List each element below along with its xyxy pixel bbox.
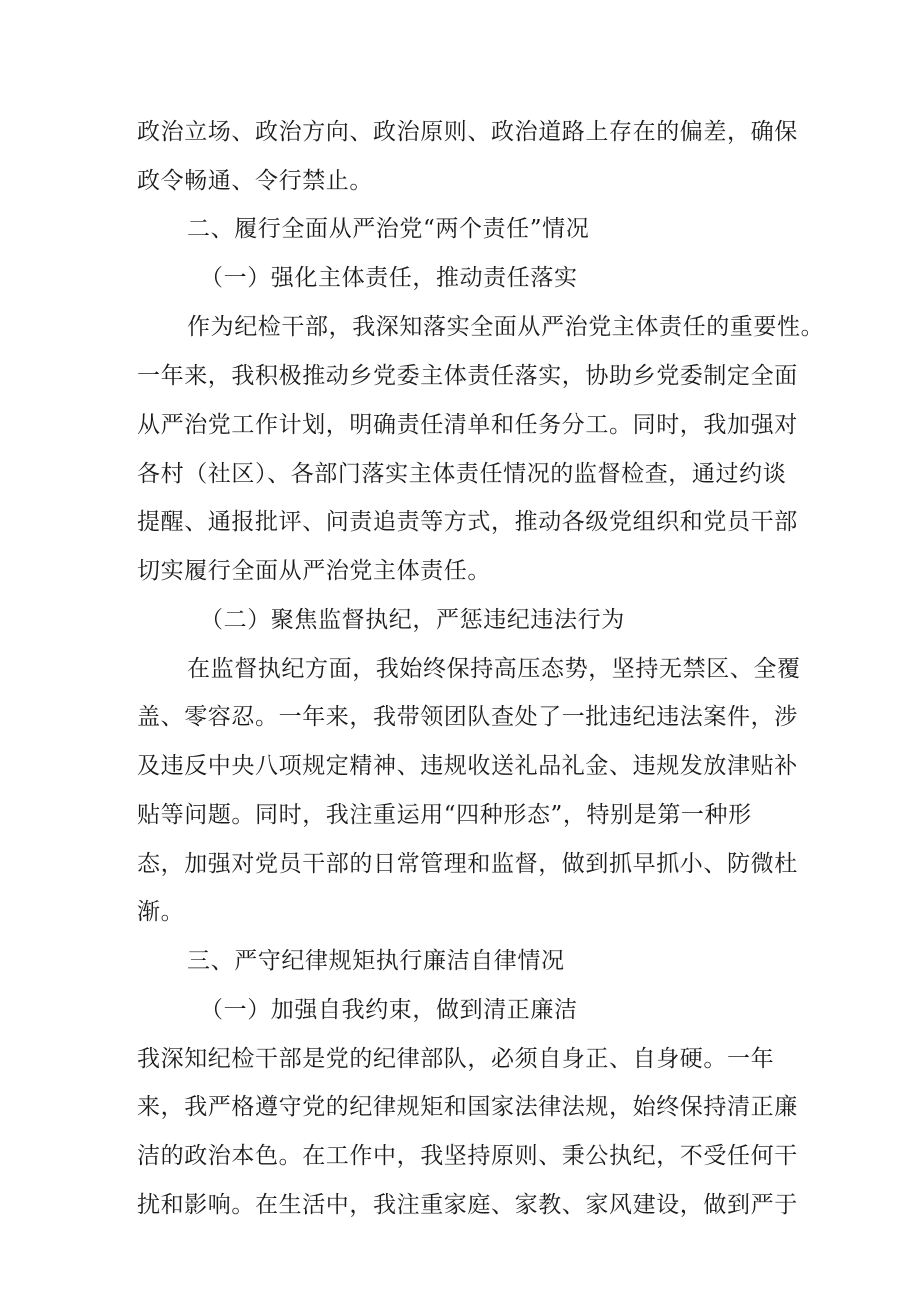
body-line: 贴等问题。同时，我注重运用“四种形态”，特别是第一种形 xyxy=(137,802,752,828)
body-line: 从严治党工作计划，明确责任清单和任务分工。同时，我加强对 xyxy=(137,412,798,438)
body-line: 政治立场、政治方向、政治原则、政治道路上存在的偏差，确保 xyxy=(137,119,798,145)
body-line: 及违反中央八项规定精神、违规收送礼品礼金、违规发放津贴补 xyxy=(137,753,798,779)
subsection-heading: （二）聚焦监督执纪，严惩违纪违法行为 xyxy=(200,607,625,633)
subsection-heading: （一）强化主体责任，推动责任落实 xyxy=(200,265,578,291)
body-line: 洁的政治本色。在工作中，我坚持原则、秉公执纪，不受任何干 xyxy=(137,1143,798,1169)
body-line: 扰和影响。在生活中，我注重家庭、家教、家风建设，做到严于 xyxy=(137,1192,798,1218)
body-line: 切实履行全面从严治党主体责任。 xyxy=(137,558,491,584)
body-line: 各村（社区）、各部门落实主体责任情况的监督检查，通过约谈 xyxy=(137,461,787,487)
body-line: 渐。 xyxy=(137,899,185,925)
body-line: 态，加强对党员干部的日常管理和监督，做到抓早抓小、防微杜 xyxy=(137,851,798,877)
body-line: 在监督执纪方面，我始终保持高压态势，坚持无禁区、全覆 xyxy=(187,656,801,682)
section-heading: 三、严守纪律规矩执行廉洁自律情况 xyxy=(187,948,565,974)
body-line: 盖、零容忍。一年来，我带领团队查处了一批违纪违法案件，涉 xyxy=(137,704,798,730)
body-line: 一年来，我积极推动乡党委主体责任落实，协助乡党委制定全面 xyxy=(137,363,798,389)
body-line: 来，我严格遵守党的纪律规矩和国家法律法规，始终保持清正廉 xyxy=(137,1094,798,1120)
body-line: 提醒、通报批评、问责追责等方式，推动各级党组织和党员干部 xyxy=(137,509,798,535)
body-line: 我深知纪检干部是党的纪律部队，必须自身正、自身硬。一年 xyxy=(137,1046,775,1072)
section-heading: 二、履行全面从严治党“两个责任”情况 xyxy=(187,216,590,242)
subsection-heading: （一）加强自我约束，做到清正廉洁 xyxy=(200,997,578,1023)
body-line: 政令畅通、令行禁止。 xyxy=(137,168,373,194)
body-line: 作为纪检干部，我深知落实全面从严治党主体责任的重要性。 xyxy=(187,314,825,340)
